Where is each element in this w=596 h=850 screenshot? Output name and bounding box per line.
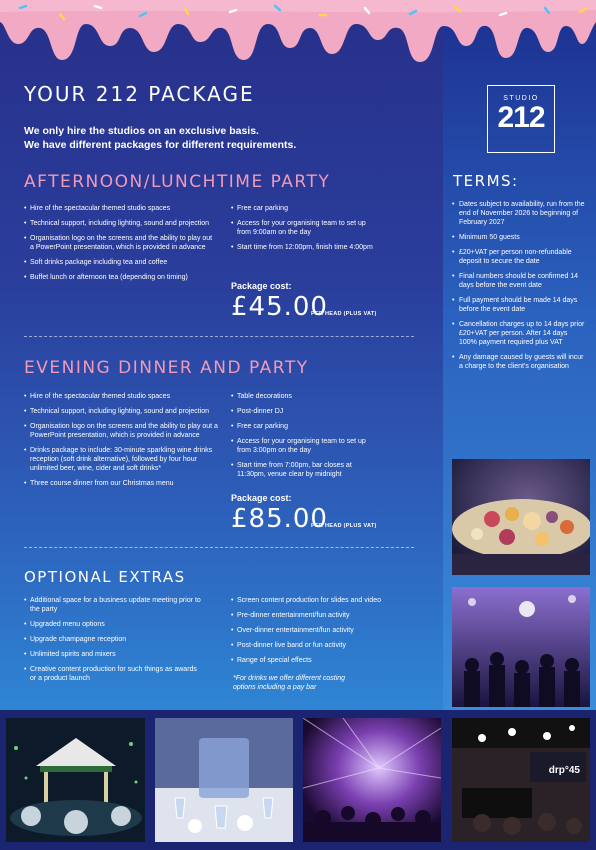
list-item: • Soft drinks package including tea and coffee [24, 258, 214, 267]
drinks-note-line-2: options including a pay bar [233, 684, 317, 691]
intro-text [24, 124, 424, 152]
studio-212-logo [487, 85, 555, 153]
list-item: • Upgrade champagne reception [24, 635, 204, 644]
afternoon-left-list [24, 204, 214, 288]
terms-item: • Final numbers should be confirmed 14 days before the event date [452, 272, 587, 290]
afternoon-per-head: PER HEAD (PLUS VAT) [311, 311, 377, 317]
carousel-venue-photo [6, 718, 145, 842]
evening-section-title: EVENING DINNER AND PARTY [24, 358, 309, 378]
list-item: • Range of special effects [231, 656, 421, 665]
list-item: • Screen content production for slides and video [231, 596, 421, 605]
list-item: • Over-dinner entertainment/fun activity [231, 626, 421, 635]
list-item: • Access for your organising team to set up from 3:00pm on the day [231, 437, 381, 455]
list-item: • Organisation logo on the screens and the ability to play out a PowerPoint presentation, which is provided in advance [24, 234, 214, 252]
drinks-note [233, 674, 345, 692]
page-title: YOUR 212 PACKAGE [24, 82, 255, 106]
terms-item: • Any damage caused by guests will incur a charge to the client's organisation [452, 353, 587, 371]
list-item: • Buffet lunch or afternoon tea (depending on timing) [24, 273, 214, 282]
drinks-note-line-1: *For drinks we offer different costing [233, 675, 346, 682]
list-item: • Creative content production for such things as awards or a product launch [24, 665, 204, 683]
terms-list [452, 200, 587, 377]
list-item: • Pre-dinner entertainment/fun activity [231, 611, 421, 620]
list-item: • Organisation logo on the screens and the ability to play out a PowerPoint presentation, which is provided in advance [24, 422, 219, 440]
dp45-label: drp°45 [548, 765, 580, 776]
list-item: • Post-dinner live band or fun activity [231, 641, 421, 650]
intro-line-2: We have different packages for different requirements. [24, 139, 297, 151]
food-display-photo [452, 459, 590, 575]
list-item: • Post-dinner DJ [231, 407, 381, 416]
terms-item: • £20+VAT per person non-refundable deposit to secure the date [452, 248, 587, 266]
evening-right-list [231, 392, 381, 485]
logo-line-1: STUDIO [503, 95, 539, 102]
intro-line-1: We only hire the studios on an exclusive basis. [24, 125, 259, 137]
list-item: • Additional space for a business update meeting prior to the party [24, 596, 204, 614]
logo-line-2: 212 [497, 101, 545, 134]
terms-item: • Cancellation charges up to 14 days prior £20+VAT per person. After 14 days 100% payment required plus VAT [452, 320, 587, 347]
list-item: • Hire of the spectacular themed studio spaces [24, 204, 214, 213]
extras-section-title: OPTIONAL EXTRAS [24, 568, 186, 586]
band-performance-photo [452, 718, 590, 842]
list-item: • Free car parking [231, 204, 381, 213]
afternoon-right-list [231, 204, 381, 258]
afternoon-price: £45.00 [231, 292, 328, 322]
extras-left-list [24, 596, 204, 689]
dance-floor-photo [452, 587, 590, 707]
extras-right-list [231, 596, 421, 671]
list-item: • Start time from 7:00pm, bar closes at 11:30pm, venue clear by midnight [231, 461, 381, 479]
section-divider [24, 336, 414, 337]
terms-item: • Minimum 50 guests [452, 233, 587, 242]
section-divider [24, 547, 414, 548]
list-item: • Access for your organising team to set up from 9:00am on the day [231, 219, 381, 237]
afternoon-package-label: Package cost: [231, 281, 292, 291]
evening-left-list [24, 392, 219, 494]
list-item: • Upgraded menu options [24, 620, 204, 629]
laser-show-photo [303, 718, 441, 842]
terms-item: • Dates subject to availability, run from the end of November 2026 to beginning of February 2027 [452, 200, 587, 227]
list-item: • Technical support, including lighting, sound and projection [24, 407, 219, 416]
list-item: • Technical support, including lighting, sound and projection [24, 219, 214, 228]
afternoon-section-title: AFTERNOON/LUNCHTIME PARTY [24, 172, 331, 192]
icing-drip-decoration [0, 0, 596, 70]
evening-per-head: PER HEAD (PLUS VAT) [311, 523, 377, 529]
list-item: • Table decorations [231, 392, 381, 401]
list-item: • Unlimited spirits and mixers [24, 650, 204, 659]
list-item: • Start time from 12:00pm, finish time 4:00pm [231, 243, 381, 252]
list-item: • Drinks package to include: 30-minute sparkling wine drinks reception (soft drink alternative), followed by four hour unlimited beer, wine, cider and soft drinks* [24, 446, 219, 473]
terms-item: • Full payment should be made 14 days before the event date [452, 296, 587, 314]
list-item: • Hire of the spectacular themed studio spaces [24, 392, 219, 401]
evening-price: £85.00 [231, 504, 328, 534]
list-item: • Free car parking [231, 422, 381, 431]
list-item: • Three course dinner from our Christmas menu [24, 479, 219, 488]
terms-title: TERMS: [453, 172, 519, 190]
table-setting-photo [155, 718, 293, 842]
evening-package-label: Package cost: [231, 493, 292, 503]
